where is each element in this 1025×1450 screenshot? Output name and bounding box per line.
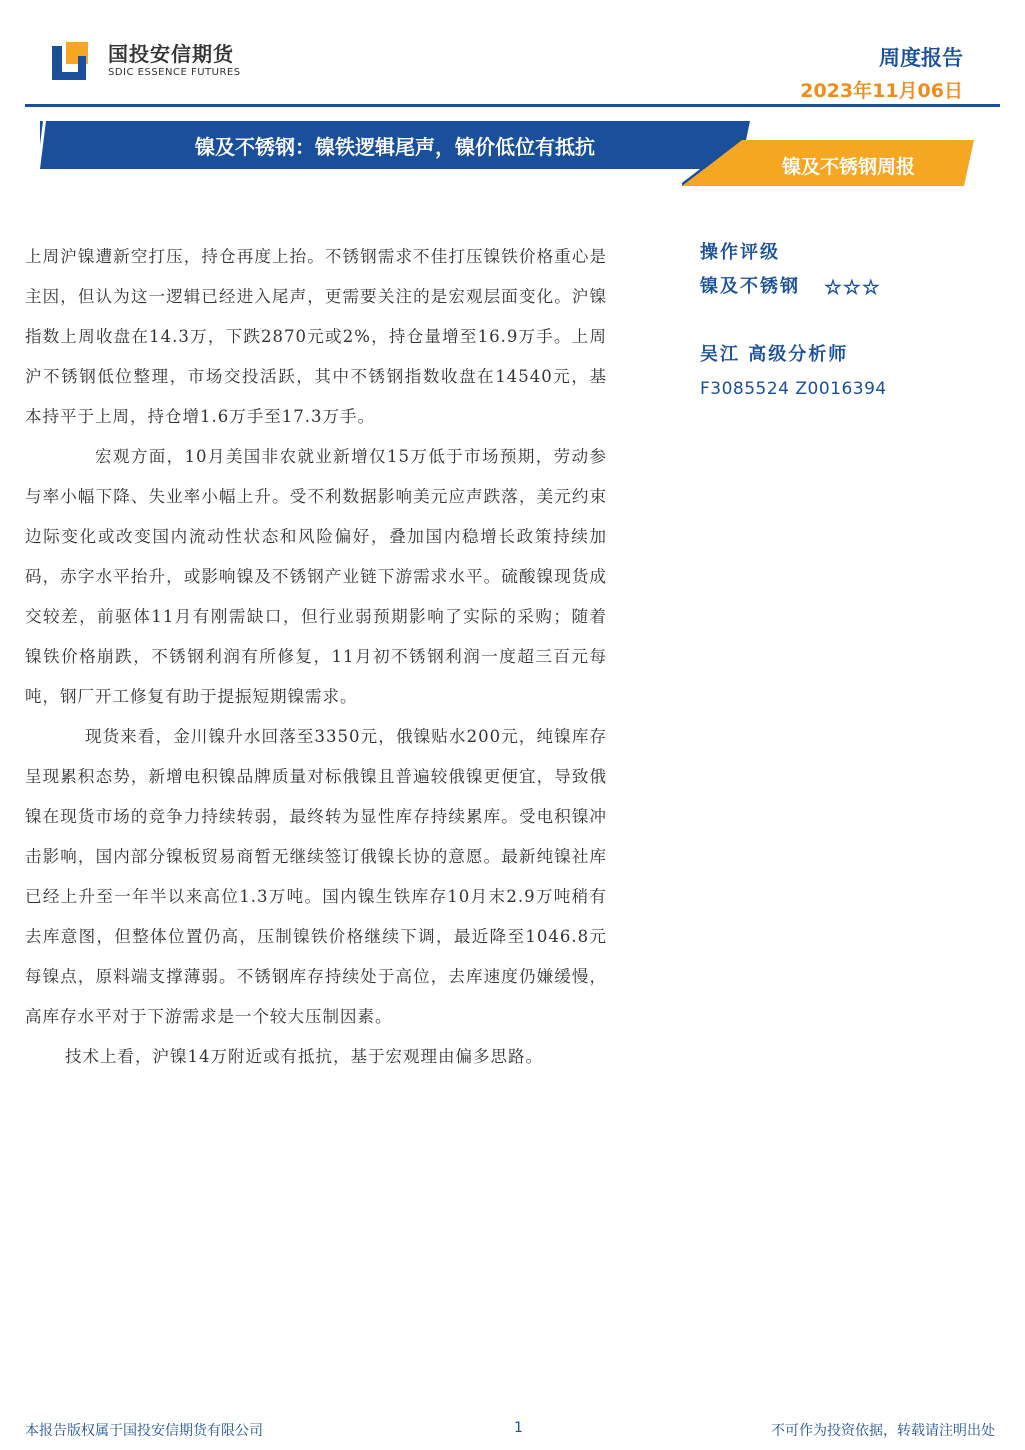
header-divider — [25, 104, 1000, 107]
paragraph: 技术上看，沪镍14万附近或有抵抗，基于宏观理由偏多思路。 — [65, 1047, 543, 1066]
category-tag-label: 镍及不锈钢周报 — [782, 156, 916, 178]
rating-product: 镍及不锈钢 — [700, 276, 800, 297]
logo-name-cn: 国投安信期货 — [108, 42, 234, 66]
report-type: 周度报告 — [879, 46, 963, 70]
report-body — [25, 237, 607, 1077]
rating-label: 操作评级 — [700, 242, 780, 263]
rating-row — [700, 270, 1000, 304]
sidebar — [700, 236, 1000, 406]
paragraph: 现货来看，金川镍升水回落至3350元，俄镍贴水200元，纯镍库存呈现累积态势，新增电积镍品牌质量对标俄镍且普遍较俄镍更便宜，导致俄镍在现货市场的竞争力持续转弱，最终转为显性库存持续累库。受电积镍冲击影响，国内部分镍板贸易商暂无继续签订俄镍长协的意愿。最新纯镍社库已经上升至一年半以来高位1.3万吨。国内镍生铁库存10月末2.9万吨稍有去库意图，但整体位置仍高，压制镍铁价格继续下调，最近降至1046.8元每镍点，原料端支撑薄弱。不锈钢库存持续处于高位，去库速度仍嫌缓慢，高库存水平对于下游需求是一个较大压制因素。 — [25, 727, 607, 1026]
report-title: 镍及不锈钢：镍铁逻辑尾声，镍价低位有抵抗 — [195, 135, 595, 159]
report-date: 2023年11月06日 — [800, 80, 963, 102]
analyst-cert: F3085524 Z0016394 — [700, 379, 887, 399]
footer-copyright: 本报告版权属于国投安信期货有限公司 — [25, 1423, 263, 1439]
page-footer — [0, 1414, 1025, 1444]
company-logo — [52, 42, 241, 84]
paragraph: 宏观方面，10月美国非农就业新增仅15万低于市场预期，劳动参与率小幅下降、失业率小幅上升。受不利数据影响美元应声跌落，美元约束边际变化或改变国内流动性状态和风险偏好，叠加国内稳增长政策持续加码，赤字水平抬升，或影响镍及不锈钢产业链下游需求水平。硫酸镍现货成交较差，前驱体11月有刚需缺口，但行业弱预期影响了实际的采购；随着镍铁价格崩跌，不锈钢利润有所修复，11月初不锈钢利润一度超三百元每吨，钢厂开工修复有助于提振短期镍需求。 — [25, 447, 607, 706]
title-banner — [40, 121, 750, 169]
logo-mark-icon — [52, 42, 98, 84]
footer-disclaimer: 不可作为投资依据，转载请注明出处 — [771, 1423, 995, 1439]
analyst-name: 吴江 高级分析师 — [700, 344, 849, 365]
page-number: 1 — [514, 1420, 523, 1436]
paragraph: 上周沪镍遭新空打压，持仓再度上抬。不锈钢需求不佳打压镍铁价格重心是主因，但认为这一逻辑已经进入尾声，更需要关注的是宏观层面变化。沪镍指数上周收盘在14.3万，下跌2870元或2%，持仓量增至16.9万手。上周沪不锈钢低位整理，市场交投活跃，其中不锈钢指数收盘在14540元，基本持平于上周，持仓增1.6万手至17.3万手。 — [25, 247, 607, 426]
logo-name-en: SDIC ESSENCE FUTURES — [108, 67, 241, 78]
category-tag — [682, 140, 974, 186]
rating-stars-icon: ☆☆☆ — [824, 275, 881, 299]
page-header — [0, 0, 1025, 110]
